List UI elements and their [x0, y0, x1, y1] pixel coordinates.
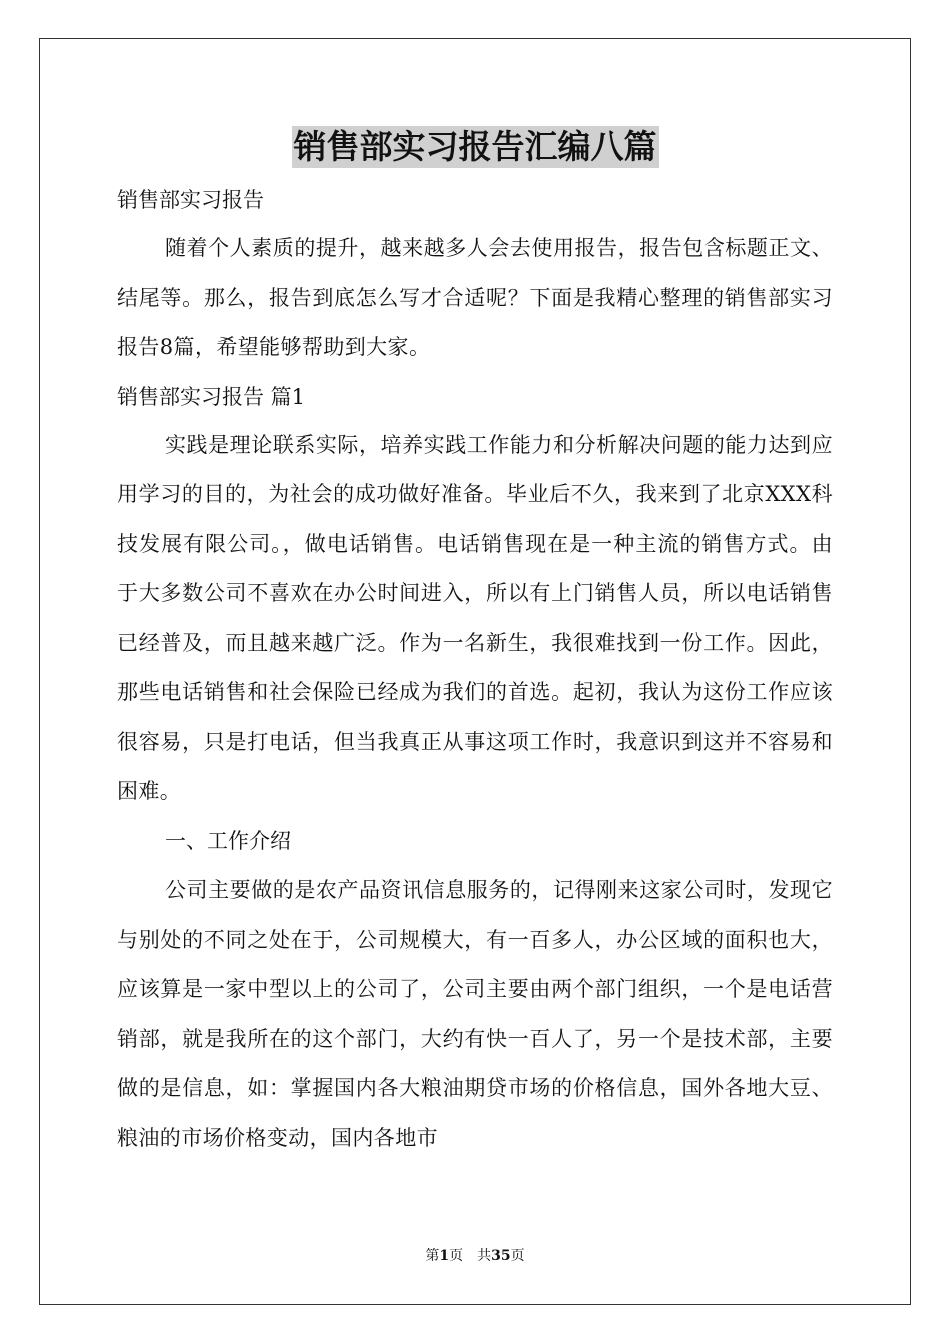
document-title: 销售部实习报告汇编八篇 [293, 127, 657, 166]
document-body [117, 176, 833, 1163]
sub-heading: 一、工作介绍 [165, 828, 291, 853]
document-subtitle: 销售部实习报告 [117, 188, 264, 212]
page-footer [0, 1245, 950, 1265]
body-paragraph-1: 实践是理论联系实际，培养实践工作能力和分析解决问题的能力达到应用学习的目的，为社会的成功做好准备。毕业后不久，我来到了北京XXX科技发展有限公司。，做电话销售。电话销售现在是一种主流的销售方式。由于大多数公司不喜欢在办公时间进入，所以有上门销售人员，所以电话销售已经普及，而且越来越广泛。作为一名新生，我很难找到一份工作。因此，那些电话销售和社会保险已经成为我们的首选。起初，我认为这份工作应该很容易，只是打电话，但当我真正从事这项工作时，我意识到这并不容易和困难。 [117, 432, 833, 803]
title-container [0, 126, 950, 168]
footer-page-mid: 页 共 [449, 1248, 492, 1264]
body-paragraph-2: 公司主要做的是农产品资讯信息服务的，记得刚来这家公司时，发现它与别处的不同之处在于，公司规模大，有一百多人，办公区域的面积也大，应该算是一家中型以上的公司了，公司主要由两个部门组织，一个是电话营销部，就是我所在的这个部门，大约有快一百人了，另一个是技术部，主要做的是信息，如：掌握国内各大粮油期贷市场的价格信息，国外各地大豆、粮油的市场价格变动，国内各地市 [117, 878, 833, 1150]
footer-page-prefix: 第 [425, 1248, 440, 1264]
section-heading: 销售部实习报告 篇1 [117, 384, 306, 409]
footer-page-suffix: 页 [510, 1248, 525, 1264]
footer-page-total: 35 [491, 1248, 511, 1264]
footer-page-current: 1 [439, 1248, 450, 1264]
intro-paragraph: 随着个人素质的提升，越来越多人会去使用报告，报告包含标题正文、结尾等。那么，报告到底怎么写才合适呢？下面是我精心整理的销售部实习报告8篇，希望能够帮助到大家。 [117, 236, 833, 359]
